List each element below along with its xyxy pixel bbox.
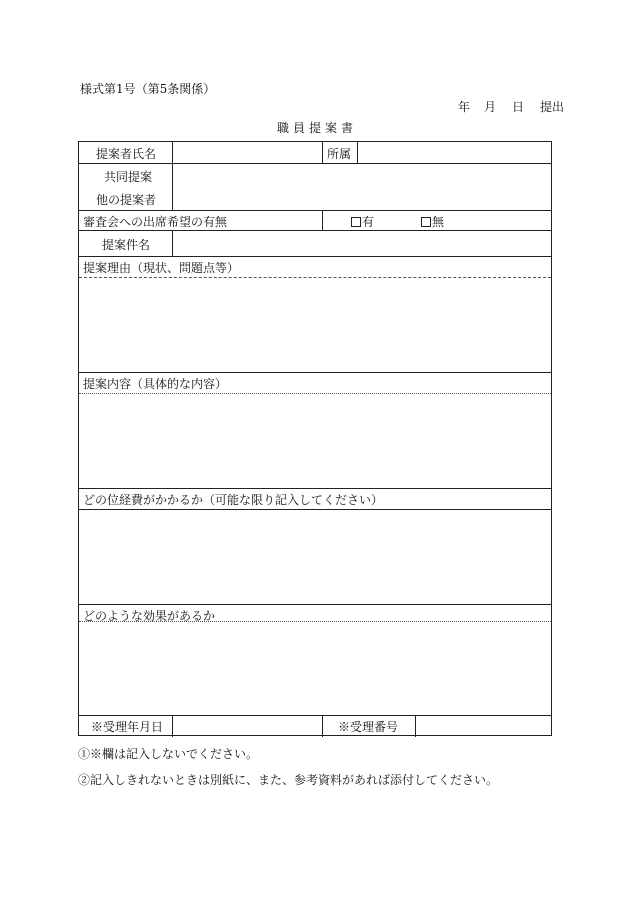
submit-label: 提出: [540, 100, 565, 114]
cost-field[interactable]: [79, 510, 551, 603]
divider: [172, 715, 173, 737]
subject-label: 提案件名: [102, 238, 151, 252]
row-divider: [79, 604, 551, 605]
row-divider: [79, 488, 551, 489]
form-number: 様式第1号（第5条関係）: [80, 82, 216, 96]
effect-label: どのような効果があるか: [83, 609, 216, 623]
proposer-name-field[interactable]: [173, 142, 321, 162]
affiliation-label: 所属: [327, 147, 352, 161]
attendance-option-no[interactable]: [421, 213, 444, 230]
page-title: [0, 119, 630, 136]
date-day-label: 日: [512, 100, 525, 114]
reason-label: 提案理由（現状、問題点等）: [83, 261, 240, 275]
proposal-form-table: [78, 141, 552, 736]
note-2: ②記入しきれないときは別紙に、また、参考資料があれば添付してください。: [78, 773, 499, 787]
other-proposers-label: 他の提案者: [96, 193, 157, 207]
title-char: 書: [341, 121, 354, 135]
option-yes-label: 有: [362, 215, 375, 229]
note-1: ①※欄は記入しないでください。: [78, 747, 259, 761]
content-label: 提案内容（具体的な内容）: [83, 377, 228, 391]
title-char: 員: [292, 121, 305, 135]
divider: [415, 715, 416, 737]
title-char: 案: [325, 121, 338, 135]
divider: [322, 210, 323, 230]
row-divider: [79, 256, 551, 257]
row-divider: [79, 372, 551, 373]
divider: [322, 142, 323, 163]
title-char: 職: [276, 121, 289, 135]
affiliation-field[interactable]: [358, 142, 551, 162]
row-divider: [79, 210, 551, 211]
attendance-option-yes[interactable]: [351, 213, 374, 230]
proposer-name-label: 提案者氏名: [96, 147, 157, 161]
title-char: 提: [308, 121, 321, 135]
checkbox-icon[interactable]: [421, 217, 431, 227]
date-month-label: 月: [484, 100, 497, 114]
divider: [322, 715, 323, 737]
content-field[interactable]: [79, 394, 551, 487]
checkbox-icon[interactable]: [351, 217, 361, 227]
joint-proposal-label: 共同提案: [104, 170, 153, 184]
date-year-label: 年: [458, 100, 471, 114]
other-proposers-field[interactable]: [173, 164, 551, 209]
row-divider: [79, 715, 551, 716]
option-no-label: 無: [432, 215, 445, 229]
subject-field[interactable]: [173, 231, 551, 255]
receipt-number-label: ※受理番号: [338, 720, 399, 734]
submission-date-line: [458, 98, 564, 115]
attendance-label: 審査会への出席希望の有無: [83, 215, 228, 229]
receipt-date-label: ※受理年月日: [91, 720, 164, 734]
reason-field[interactable]: [79, 278, 551, 371]
effect-field[interactable]: [79, 622, 551, 714]
cost-label: どの位経費がかかるか（可能な限り記入してください）: [83, 493, 384, 507]
